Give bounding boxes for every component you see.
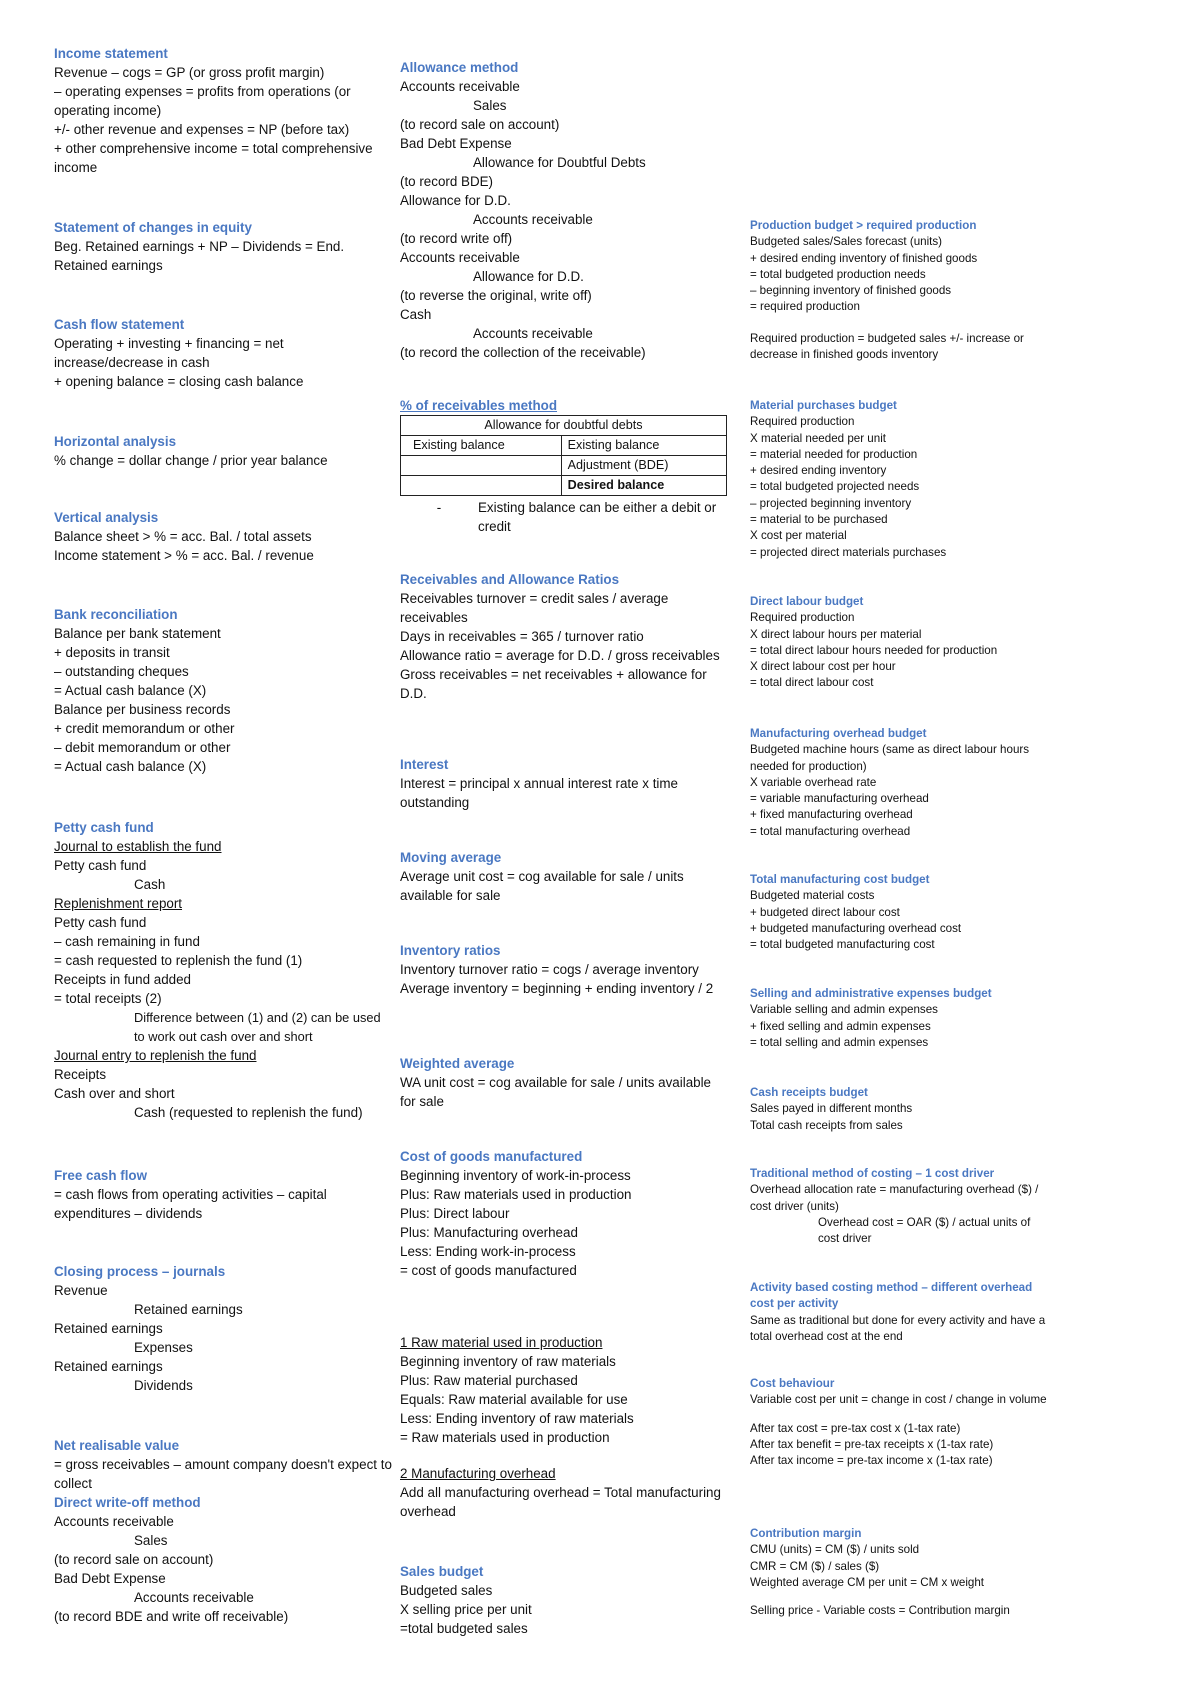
text-line: Overhead allocation rate = manufacturing overhead ($) / cost driver (units) xyxy=(750,1183,1042,1213)
text-line: Cash (requested to replenish the fund) xyxy=(134,1105,363,1120)
section-heading: Free cash flow xyxy=(54,1168,148,1183)
section-heading: Vertical analysis xyxy=(54,510,159,525)
table-cell xyxy=(401,456,562,476)
text-line: Budgeted sales/Sales forecast (units) xyxy=(750,235,943,249)
text-line: Sales xyxy=(473,98,507,113)
text-line: Bad Debt Expense xyxy=(400,136,512,151)
section-heading: Activity based costing method – different overhead cost per activity xyxy=(750,1281,1033,1311)
text-line: + desired ending inventory xyxy=(750,464,887,478)
section-heading: Petty cash fund xyxy=(54,820,154,835)
abc-costing-section xyxy=(750,1280,1050,1345)
subheading: 1 Raw material used in production xyxy=(400,1335,603,1350)
contribution-margin-section xyxy=(750,1526,1050,1619)
text-line: Required production xyxy=(750,611,855,625)
traditional-costing-section xyxy=(750,1166,1050,1247)
text-line: Beginning inventory of raw materials xyxy=(400,1354,616,1369)
text-line: WA unit cost = cog available for sale / units available for sale xyxy=(400,1075,715,1109)
text-line: Same as traditional but done for every activity and have a total overhead cost at the end xyxy=(750,1313,1049,1343)
production-budget-section xyxy=(750,218,1050,363)
section-heading: Total manufacturing cost budget xyxy=(750,873,930,886)
section-heading: Net realisable value xyxy=(54,1438,180,1453)
text-line: (to record write off) xyxy=(400,231,513,246)
text-line: – operating expenses = profits from operations (or operating income) xyxy=(54,84,355,118)
subheading: Journal entry to replenish the fund xyxy=(54,1048,257,1063)
text-line: Retained earnings xyxy=(54,1359,163,1374)
text-line: Receipts xyxy=(54,1067,107,1082)
text-line: = variable manufacturing overhead xyxy=(750,792,929,806)
section-heading: Cash receipts budget xyxy=(750,1086,868,1099)
text-line: Average inventory = beginning + ending inventory / 2 xyxy=(400,981,714,996)
text-line: – projected beginning inventory xyxy=(750,496,912,510)
text-line: Balance per bank statement xyxy=(54,626,221,641)
text-line: Plus: Raw material purchased xyxy=(400,1373,578,1388)
text-line: =total budgeted sales xyxy=(400,1621,528,1636)
moving-average-section xyxy=(400,848,730,905)
text-line: Budgeted material costs xyxy=(750,889,875,903)
section-heading: Statement of changes in equity xyxy=(54,220,252,235)
text-line: = cost of goods manufactured xyxy=(400,1263,577,1278)
text-line: = material needed for production xyxy=(750,447,918,461)
table-cell: Existing balance xyxy=(561,436,726,456)
text-line: Petty cash fund xyxy=(54,915,147,930)
cost-behaviour-section xyxy=(750,1376,1050,1469)
text-line: Average unit cost = cog available for sale / units available for sale xyxy=(400,869,688,903)
text-line: % change = dollar change / prior year balance xyxy=(54,453,328,468)
section-heading: Income statement xyxy=(54,46,168,61)
text-line: – outstanding cheques xyxy=(54,664,189,679)
text-line: = required production xyxy=(750,300,860,314)
text-line: Operating + investing + financing = net increase/decrease in cash xyxy=(54,336,288,370)
text-line: X cost per material xyxy=(750,529,847,543)
text-line: = total receipts (2) xyxy=(54,991,162,1006)
section-heading: Direct write-off method xyxy=(54,1495,201,1510)
text-line: X variable overhead rate xyxy=(750,775,877,789)
text-line: = gross receivables – amount company doesn't expect to collect xyxy=(54,1457,396,1491)
section-heading: Horizontal analysis xyxy=(54,434,177,449)
selling-admin-section xyxy=(750,986,1050,1051)
text-line: Variable selling and admin expenses xyxy=(750,1003,938,1017)
text-line: Plus: Manufacturing overhead xyxy=(400,1225,578,1240)
text-line: = Raw materials used in production xyxy=(400,1430,610,1445)
text-line: (to record sale on account) xyxy=(400,117,560,132)
text-line: Required production xyxy=(750,415,855,429)
text-line: (to record sale on account) xyxy=(54,1552,214,1567)
inventory-ratios-section xyxy=(400,941,730,998)
bank-reconciliation-section xyxy=(54,605,394,776)
text-line: Inventory turnover ratio = cogs / average inventory xyxy=(400,962,699,977)
income-statement-section xyxy=(54,44,394,177)
section-heading: Receivables and Allowance Ratios xyxy=(400,572,620,587)
text-line: After tax cost = pre-tax cost x (1-tax rate) xyxy=(750,1421,961,1435)
sales-budget-section xyxy=(400,1562,730,1638)
text-line: (to record the collection of the receivable) xyxy=(400,345,646,360)
section-heading: Cash flow statement xyxy=(54,317,185,332)
note-text: Existing balance can be either a debit or credit xyxy=(478,500,720,534)
section-heading: Cost behaviour xyxy=(750,1377,835,1390)
bullet-note xyxy=(400,498,730,536)
text-line: Variable cost per unit = change in cost / change in volume xyxy=(750,1393,1047,1407)
section-heading: Cost of goods manufactured xyxy=(400,1149,583,1164)
text-line: (to record BDE and write off receivable) xyxy=(54,1609,289,1624)
nrv-section xyxy=(54,1436,394,1626)
text-line: Equals: Raw material available for use xyxy=(400,1392,628,1407)
text-line: = total budgeted manufacturing cost xyxy=(750,938,935,952)
text-line: Days in receivables = 365 / turnover ratio xyxy=(400,629,644,644)
subheading: Journal to establish the fund xyxy=(54,839,222,854)
table-title: Allowance for doubtful debts xyxy=(401,416,727,436)
text-line: Plus: Direct labour xyxy=(400,1206,510,1221)
section-heading: Sales budget xyxy=(400,1564,484,1579)
section-heading: Selling and administrative expenses budget xyxy=(750,987,992,1000)
percent-receivables-section xyxy=(400,396,730,536)
text-line: After tax benefit = pre-tax receipts x (1-tax rate) xyxy=(750,1437,994,1451)
text-line: Allowance for D.D. xyxy=(400,193,511,208)
text-line: Overhead cost = OAR ($) / actual units of cost driver xyxy=(818,1215,1034,1246)
text-line: + fixed manufacturing overhead xyxy=(750,808,913,822)
text-line: = Actual cash balance (X) xyxy=(54,683,207,698)
text-line: Add all manufacturing overhead = Total manufacturing overhead xyxy=(400,1485,725,1519)
text-line: Budgeted sales xyxy=(400,1583,493,1598)
equity-section xyxy=(54,218,394,275)
text-line: Retained earnings xyxy=(134,1302,243,1317)
section-heading: % of receivables method xyxy=(400,398,558,413)
text-line: Cash xyxy=(400,307,432,322)
text-line: – debit memorandum or other xyxy=(54,740,231,755)
table-cell: Desired balance xyxy=(561,476,726,496)
text-line: CMU (units) = CM ($) / units sold xyxy=(750,1543,920,1557)
weighted-average-section xyxy=(400,1054,730,1111)
text-line: + opening balance = closing cash balance xyxy=(54,374,304,389)
section-heading: Closing process – journals xyxy=(54,1264,226,1279)
table-cell: Existing balance xyxy=(401,436,562,456)
text-line: Retained earnings xyxy=(54,1321,163,1336)
interest-section xyxy=(400,755,730,812)
section-heading: Contribution margin xyxy=(750,1527,862,1540)
text-line: Accounts receivable xyxy=(54,1514,174,1529)
manufacturing-overhead-section xyxy=(400,1464,730,1521)
text-line: Allowance ratio = average for D.D. / gross receivables xyxy=(400,648,720,663)
text-line: + fixed selling and admin expenses xyxy=(750,1019,931,1033)
text-line: X selling price per unit xyxy=(400,1602,532,1617)
allowance-t-account xyxy=(400,415,727,496)
section-heading: Interest xyxy=(400,757,449,772)
section-heading: Moving average xyxy=(400,850,502,865)
section-heading: Bank reconciliation xyxy=(54,607,178,622)
text-line: Accounts receivable xyxy=(400,250,520,265)
text-line: Expenses xyxy=(134,1340,193,1355)
overhead-budget-section xyxy=(750,726,1050,840)
cogm-section xyxy=(400,1147,730,1280)
allowance-method-section xyxy=(400,58,730,362)
text-line: X direct labour cost per hour xyxy=(750,660,896,674)
text-line: Less: Ending work-in-process xyxy=(400,1244,576,1259)
closing-process-section xyxy=(54,1262,394,1395)
text-line: – beginning inventory of finished goods xyxy=(750,284,952,298)
text-line: Accounts receivable xyxy=(473,326,593,341)
text-line: Total cash receipts from sales xyxy=(750,1118,903,1132)
text-line: Sales payed in different months xyxy=(750,1102,913,1116)
text-line: Accounts receivable xyxy=(134,1590,254,1605)
text-line: Revenue – cogs = GP (or gross profit margin) xyxy=(54,65,325,80)
text-line: Accounts receivable xyxy=(400,79,520,94)
text-line: = projected direct materials purchases xyxy=(750,545,947,559)
text-line: Accounts receivable xyxy=(473,212,593,227)
horizontal-analysis-section xyxy=(54,432,394,470)
text-line: Cash xyxy=(134,877,166,892)
text-line: – cash remaining in fund xyxy=(54,934,200,949)
cash-receipts-section xyxy=(750,1085,1050,1134)
text-line: X material needed per unit xyxy=(750,431,886,445)
direct-labour-section xyxy=(750,594,1050,692)
text-line: = cash requested to replenish the fund (1) xyxy=(54,953,303,968)
bullet-mark: - xyxy=(436,500,442,515)
text-line: Balance sheet > % = acc. Bal. / total assets xyxy=(54,529,312,544)
text-line: Interest = principal x annual interest rate x time outstanding xyxy=(400,776,682,810)
text-line: Balance per business records xyxy=(54,702,231,717)
text-line: + budgeted manufacturing overhead cost xyxy=(750,921,962,935)
raw-material-section xyxy=(400,1333,730,1447)
note-text: Difference between (1) and (2) can be used to work out cash over and short xyxy=(134,1010,385,1044)
text-line: Bad Debt Expense xyxy=(54,1571,166,1586)
total-manufacturing-section xyxy=(750,872,1050,953)
text-line: Sales xyxy=(134,1533,168,1548)
section-heading: Direct labour budget xyxy=(750,595,864,608)
text-line: Beg. Retained earnings + NP – Dividends = End. Retained earnings xyxy=(54,239,348,273)
text-line: Receipts in fund added xyxy=(54,972,191,987)
text-line: +/- other revenue and expenses = NP (before tax) xyxy=(54,122,350,137)
text-line: Allowance for D.D. xyxy=(473,269,584,284)
text-line: Selling price - Variable costs = Contribution margin xyxy=(750,1604,1010,1618)
section-heading: Traditional method of costing – 1 cost driver xyxy=(750,1167,995,1180)
text-line: + budgeted direct labour cost xyxy=(750,905,900,919)
text-line: = Actual cash balance (X) xyxy=(54,759,207,774)
petty-cash-section xyxy=(54,818,394,1122)
text-line: (to reverse the original, write off) xyxy=(400,288,592,303)
receivable-ratios-section xyxy=(400,570,730,703)
text-line: Petty cash fund xyxy=(54,858,147,873)
text-line: Receivables turnover = credit sales / average receivables xyxy=(400,591,673,625)
text-line: = total selling and admin expenses xyxy=(750,1035,929,1049)
section-heading: Weighted average xyxy=(400,1056,515,1071)
text-line: Income statement > % = acc. Bal. / revenue xyxy=(54,548,314,563)
text-line: Required production = budgeted sales +/- increase or decrease in finished goods inventory xyxy=(750,331,1028,362)
material-purchases-section xyxy=(750,398,1050,561)
text-line: Allowance for Doubtful Debts xyxy=(473,155,646,170)
text-line: = material to be purchased xyxy=(750,513,888,527)
text-line: = total manufacturing overhead xyxy=(750,824,911,838)
text-line: = total budgeted projected needs xyxy=(750,480,920,494)
text-line: + desired ending inventory of finished goods xyxy=(750,251,978,265)
text-line: (to record BDE) xyxy=(400,174,494,189)
text-line: CMR = CM ($) / sales ($) xyxy=(750,1559,880,1573)
text-line: Beginning inventory of work-in-process xyxy=(400,1168,631,1183)
section-heading: Allowance method xyxy=(400,60,519,75)
section-heading: Inventory ratios xyxy=(400,943,501,958)
text-line: Dividends xyxy=(134,1378,193,1393)
subheading: 2 Manufacturing overhead xyxy=(400,1466,556,1481)
subheading: Replenishment report xyxy=(54,896,183,911)
table-cell xyxy=(401,476,562,496)
text-line: Revenue xyxy=(54,1283,108,1298)
text-line: + credit memorandum or other xyxy=(54,721,235,736)
vertical-analysis-section xyxy=(54,508,394,565)
free-cash-flow-section xyxy=(54,1166,394,1223)
text-line: = total direct labour cost xyxy=(750,676,874,690)
text-line: Gross receivables = net receivables + allowance for D.D. xyxy=(400,667,711,701)
text-line: = cash flows from operating activities – capital expenditures – dividends xyxy=(54,1187,331,1221)
text-line: = total direct labour hours needed for production xyxy=(750,643,998,657)
text-line: After tax income = pre-tax income x (1-tax rate) xyxy=(750,1454,993,1468)
text-line: Plus: Raw materials used in production xyxy=(400,1187,632,1202)
text-line: X direct labour hours per material xyxy=(750,627,922,641)
text-line: Cash over and short xyxy=(54,1086,175,1101)
text-line: + deposits in transit xyxy=(54,645,170,660)
table-cell: Adjustment (BDE) xyxy=(561,456,726,476)
text-line: = total budgeted production needs xyxy=(750,267,926,281)
text-line: Budgeted machine hours (same as direct labour hours needed for production) xyxy=(750,743,1033,773)
section-heading: Production budget > required production xyxy=(750,219,977,232)
cash-flow-section xyxy=(54,315,394,391)
section-heading: Material purchases budget xyxy=(750,399,897,412)
text-line: Weighted average CM per unit = CM x weight xyxy=(750,1575,985,1589)
text-line: + other comprehensive income = total comprehensive income xyxy=(54,141,377,175)
section-heading: Manufacturing overhead budget xyxy=(750,727,927,740)
text-line: Less: Ending inventory of raw materials xyxy=(400,1411,634,1426)
